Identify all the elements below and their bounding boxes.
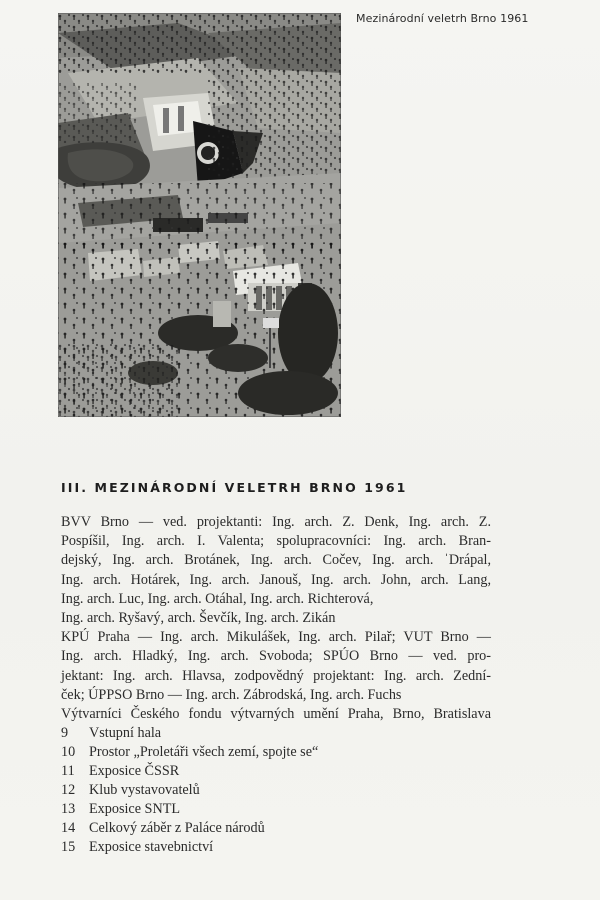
plate-item xyxy=(61,838,318,857)
credits-line: Ing. arch. Ryšavý, arch. Ševčík, Ing. arch. Zikán xyxy=(61,610,336,627)
credits-line: Pospíšil, Ing. arch. I. Valenta; spolupracovníci: Ing. arch. Bran- xyxy=(61,533,491,550)
plate-item xyxy=(61,724,318,743)
credits-paragraph xyxy=(61,513,491,724)
plate-title: Exposice SNTL xyxy=(89,801,181,817)
credits-line: KPÚ Praha — Ing. arch. Mikulášek, Ing. arch. Pilař; VUT Brno — xyxy=(61,629,491,646)
exhibition-photo xyxy=(58,13,341,417)
plate-item xyxy=(61,781,318,800)
credits-line: dejský, Ing. arch. Brotánek, Ing. arch. Cočev, Ing. arch. ˈDrápal, xyxy=(61,552,491,569)
plate-list xyxy=(61,724,318,857)
plate-number: 15 xyxy=(61,839,76,855)
plate-item xyxy=(61,800,318,819)
running-caption: Mezinárodní veletrh Brno 1961 xyxy=(356,12,529,25)
plate-title: Celkový záběr z Paláce národů xyxy=(89,820,265,836)
plate-title: Exposice stavebnictví xyxy=(89,839,214,855)
section-heading: III. MEZINÁRODNÍ VELETRH BRNO 1961 xyxy=(61,480,408,495)
plate-title: Klub vystavovatelů xyxy=(89,782,200,798)
credits-line: Výtvarníci Českého fondu výtvarných umění Praha, Brno, Bratislava xyxy=(61,706,491,723)
plate-number: 10 xyxy=(61,744,76,760)
credits-line: BVV Brno — ved. projektanti: Ing. arch. Z. Denk, Ing. arch. Z. xyxy=(61,514,491,530)
plate-item xyxy=(61,819,318,838)
plate-number: 11 xyxy=(61,763,75,779)
credits-line: Ing. arch. Hotárek, Ing. arch. Janouš, Ing. arch. John, arch. Lang, xyxy=(61,571,491,588)
plate-item xyxy=(61,743,318,762)
plate-number: 9 xyxy=(61,725,69,741)
plate-number: 13 xyxy=(61,801,76,817)
plate-title: Exposice ČSSR xyxy=(89,763,180,779)
plate-title: Prostor „Proletáři všech zemí, spojte se“ xyxy=(89,744,319,760)
plate-title: Vstupní hala xyxy=(89,725,162,741)
credits-line: Ing. arch. Luc, Ing. arch. Otáhal, Ing. arch. Richterová, xyxy=(61,590,374,607)
photo-illustration xyxy=(58,13,341,417)
plate-item xyxy=(61,762,318,781)
credits-line: Ing. arch. Hladký, Ing. arch. Svoboda; SPÚO Brno — ved. pro- xyxy=(61,648,491,665)
credits-line: ček; ÚPPSO Brno — Ing. arch. Zábrodská, Ing. arch. Fuchs xyxy=(61,686,402,703)
plate-number: 12 xyxy=(61,782,76,798)
plate-number: 14 xyxy=(61,820,76,836)
credits-line: jektant: Ing. arch. Hlavsa, zodpovědný projektant: Ing. arch. Zední- xyxy=(61,667,491,684)
